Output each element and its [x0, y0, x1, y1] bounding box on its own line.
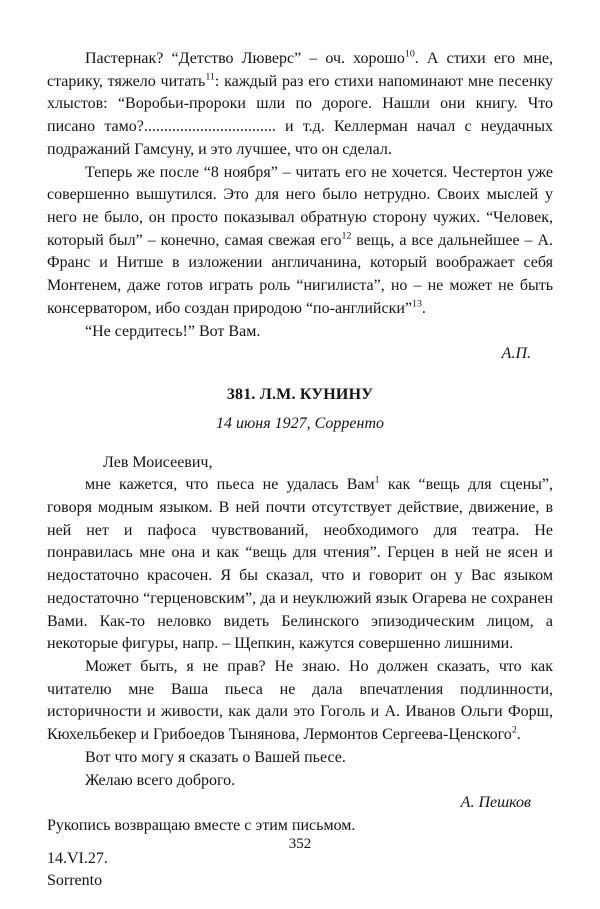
paragraph: Теперь же после “8 ноября” – читать его не хочется. Честертон уже совершенно вышутился. Это для него было нетрудно. Своих мыслей у него не было, он просто показывал обратную сторону чужих. “Человек, который был” – конечно, самая свежая его$^{12}$ вещь, а все дальнейшее – А. Франс и Нитше в изложении англичанина, который воображает себя Монтенем, даже готов играть роль “нигилиста”, но – не может не быть консерватором, ибо создан природою “по-английски”$^{13}$. [47, 163, 554, 317]
postscript-line: Рукопись возвращаю вместе с этим письмом. [47, 817, 356, 834]
place-line: Sorrento [47, 872, 103, 890]
paragraph: Может быть, я не прав? Не знаю. Но должен сказать, что как читателю мне Ваша пьеса не дала впечатления подлинности, историчности и живости, как дали это Гоголь и А. Иванов Ольги Форш, Кюхельбекер и Грибоедов Тынянова, Лермонтов Сергеева-Ценского$^2$. [47, 657, 553, 744]
date-line: 14.VI.27. [47, 849, 108, 867]
paragraph: “Не сердитесь!” Вот Вам. [85, 322, 261, 340]
paragraph: мне кажется, что пьеса не удалась Вам$^1$ как “вещь для сцены”, говоря модным языком. В ней почти отсутствует действие, движение, в ней нет и пафоса чувствований, необходимого для театра. Не понравилась мне она и как “вещь для чтения”. Герцен в ней не ясен и недостаточно красочен. Я бы сказал, что и говорит он у Вас языком недостаточно “герценовским”, да и неуклюжий язык Огарева не сохранен Вами. Как-то неловко видеть Белинского эпизодическим лицом, а некоторые фигуры, напр. – Щепкин, кажутся совершенно лишними. [47, 474, 553, 653]
letter-previous-continuation [47, 48, 553, 366]
letter-heading: 381. Л.М. КУНИНУ [226, 386, 374, 404]
signature: А. Пешков [460, 794, 531, 812]
page-number: 352 [288, 835, 312, 852]
signature: А.П. [501, 345, 531, 363]
paragraph: Пастернак? “Детство Люверс” – оч. хорошо$^{10}$. А стихи его мне, старику, тяжело читать$^{11}$: каждый раз его стихи напоминают мне песенку хлыстов: “Воробьи-пророки шли по дороге. Нашли они книгу. Что писано тамо?................................. и т.д. Келлерман начал с неудачных подражаний Гамсуну, и это лучшее, что он сделал. [47, 48, 554, 158]
letter-381 [47, 384, 553, 893]
letter-dateline: 14 июня 1927, Сорренто [215, 414, 385, 432]
salutation: Лев Моисеевич, [103, 453, 213, 471]
paragraph: Вот что могу я сказать о Вашей пьесе. [85, 748, 346, 766]
paragraph: Желаю всего доброго. [85, 771, 236, 789]
